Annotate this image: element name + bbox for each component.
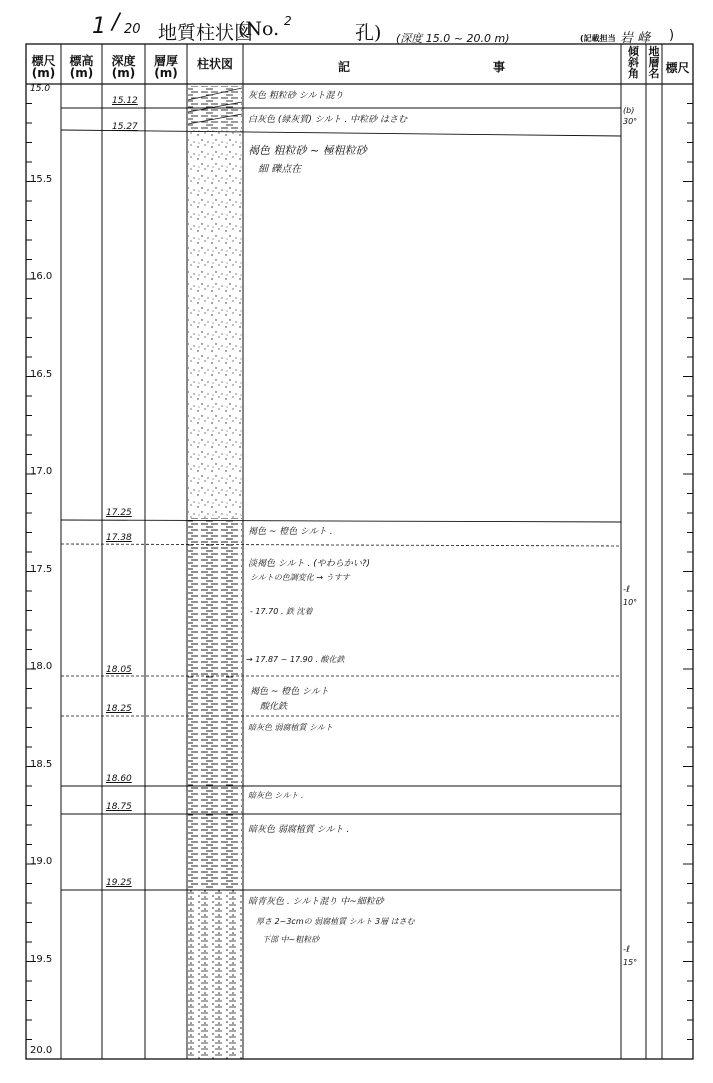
description-line: 暗灰色 弱腐植質 シルト .	[248, 825, 350, 835]
scale-label: 19.0	[30, 856, 53, 867]
description-line: 厚さ 2~3cmの 弱腐植質 シルト 3層 はさむ	[256, 917, 415, 926]
header-desc-right: 事	[493, 60, 506, 74]
dip-symbol: -ℓ	[623, 585, 630, 595]
header-elevation: 標高 (m)	[69, 54, 94, 80]
depth-value: 19.25	[106, 878, 132, 888]
scale-label: 17.5	[30, 564, 53, 575]
scale-label: 18.0	[30, 661, 53, 672]
header-desc-left: 記	[338, 60, 351, 74]
dip-angle: 15°	[623, 958, 638, 967]
description-line: 白灰色 (緑灰質) シルト . 中粒砂 はさむ	[248, 115, 407, 125]
scale-label: 19.5	[30, 954, 53, 965]
scale-label: 16.0	[30, 271, 53, 282]
scale-label: 15.0	[30, 84, 51, 94]
depth-value: 18.75	[106, 802, 132, 812]
depth-value: 15.12	[112, 96, 138, 106]
scale-label: 18.5	[30, 759, 53, 770]
scale-label: 15.5	[30, 174, 53, 185]
description-line: 暗灰色 弱腐植質 シルト	[248, 723, 333, 732]
description-line: 暗灰色 シルト .	[248, 791, 304, 800]
scale-label: 16.5	[30, 369, 53, 380]
depth-value: 18.25	[106, 704, 132, 714]
description-line: 褐色 ~ 橙色 シルト	[250, 687, 329, 697]
description-line: 淡褐色 シルト . (やわらかい?)	[248, 559, 371, 569]
hole-no-label: (No.	[238, 18, 280, 40]
depth-value: 18.60	[106, 774, 132, 784]
dip-angle: 10°	[623, 598, 638, 607]
header-formation: 地 層 名	[648, 45, 660, 80]
dip-angle: 30°	[623, 117, 638, 126]
header-dip: 傾 斜 角	[628, 45, 639, 80]
header-column: 柱状図	[196, 57, 233, 71]
description-line: → 17.87 ~ 17.90 . 酸化鉄	[246, 655, 345, 664]
description-line: 褐色 ~ 橙色 シルト .	[248, 527, 333, 537]
recorder-name: 岩 峰	[620, 31, 651, 46]
header-scale: 標尺 (m)	[31, 54, 56, 80]
description-line: 下部 中~粗粒砂	[262, 935, 320, 944]
header-depth: 深度 (m)	[111, 54, 136, 80]
hole-no-value: 2	[284, 14, 292, 28]
scale-denominator: 20	[124, 22, 141, 37]
scale-numerator: 1	[92, 14, 106, 39]
scale-label: 20.0	[30, 1045, 53, 1056]
header-thickness: 層厚 (m)	[153, 54, 178, 80]
depth-value: 17.38	[106, 533, 132, 543]
description-line: 灰色 粗粒砂 シルト混り	[248, 91, 344, 101]
description-line: 褐色 粗粒砂 ~ 極粗粒砂	[248, 144, 367, 157]
description-line: 細 礫点在	[258, 164, 302, 175]
dip-symbol: -ℓ	[623, 945, 630, 955]
recorder-label: (記載担当	[580, 34, 616, 43]
depth-range: (深度 15.0 ~ 20.0 m)	[396, 32, 510, 45]
depth-value: 17.25	[106, 508, 132, 518]
document-title: 地質柱状図	[158, 22, 254, 44]
header-scale-right: 標尺	[665, 61, 690, 75]
description-line: 酸化鉄	[260, 702, 288, 712]
recorder-close: )	[669, 28, 675, 43]
hole-label: 孔)	[355, 22, 382, 44]
scale-label: 17.0	[30, 466, 53, 477]
depth-value: 18.05	[106, 665, 132, 675]
description-line: シルトの色調変化 → うすす	[250, 573, 350, 582]
depth-value: 15.27	[112, 122, 138, 132]
description-line: 暗青灰色 . シルト混り 中~細粒砂	[248, 897, 384, 907]
description-line: - 17.70 . 鉄 沈着	[250, 607, 313, 616]
scale-slash: /	[112, 10, 120, 35]
dip-note: (b)	[623, 106, 635, 115]
